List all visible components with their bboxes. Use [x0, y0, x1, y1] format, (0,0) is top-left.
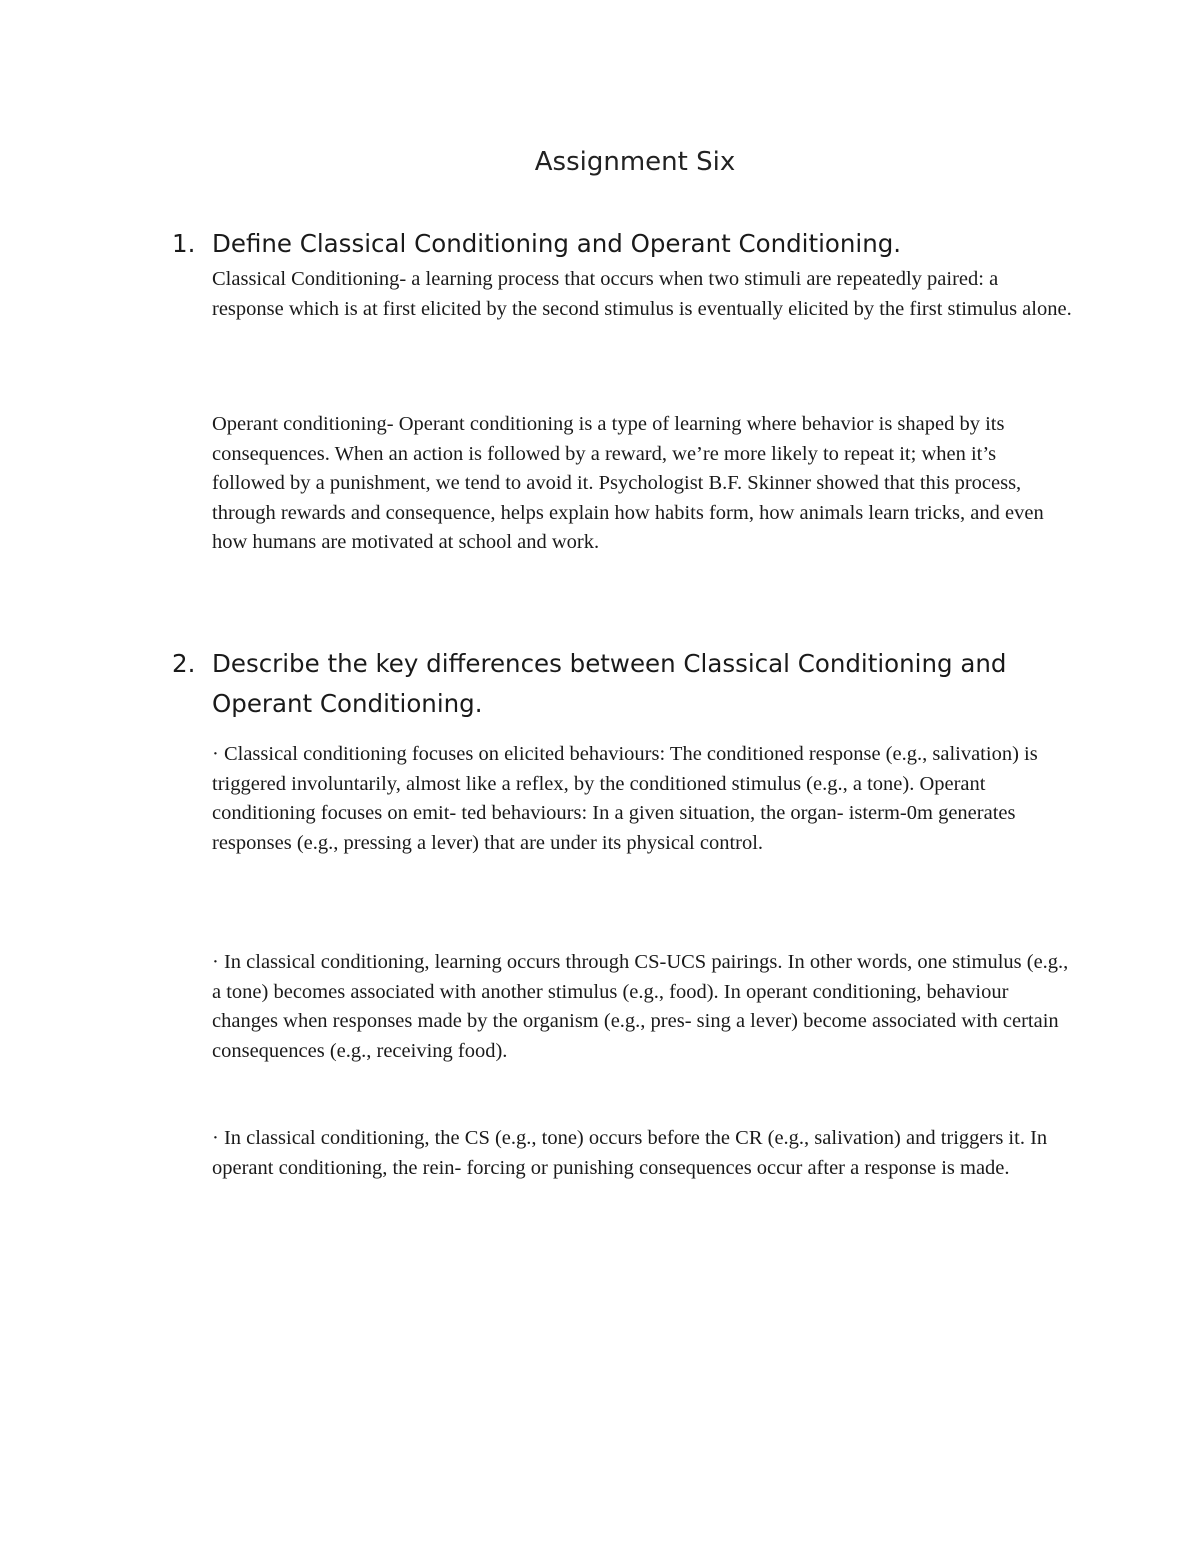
- question-1: [172, 224, 1072, 264]
- question-text: Describe the key differences between Classical Conditioning and Operant Conditioning.: [212, 649, 1007, 718]
- difference-paragraph-1: · Classical conditioning focuses on elicited behaviours: The conditioned response (e.g., salivation) is triggered involuntarily, almost like a reflex, by the conditioned stimulus (e.g., a tone). Operant conditioning focuses on emit- ted behaviours: In a given situation, the organ- isterm-0m generates responses (e.g., pressing a lever) that are under its physical control.: [212, 743, 1038, 854]
- question-2: [172, 644, 1072, 724]
- answer-paragraph-classical: Classical Conditioning- a learning process that occurs when two stimuli are repeatedly paired: a response which is at first elicited by the second stimulus is eventually elicited by the first stimulus alone.: [212, 268, 1072, 320]
- question-2-heading: [172, 644, 1072, 724]
- question-number: 2.: [172, 649, 196, 678]
- difference-paragraph-3: · In classical conditioning, the CS (e.g., tone) occurs before the CR (e.g., salivation) and triggers it. In operant conditioning, the rein- forcing or punishing consequences occur after a response is made.: [212, 1127, 1048, 1179]
- answer-paragraph-operant: Operant conditioning- Operant conditioning is a type of learning where behavior is shaped by its consequences. When an action is followed by a reward, we’re more likely to repeat it; when it’s followed by a punishment, we tend to avoid it. Psychologist B.F. Skinner showed that this process, through rewards and consequence, helps explain how habits form, how animals learn tricks, and even how humans are motivated at school and work.: [212, 413, 1044, 553]
- question-1-heading: [172, 224, 1072, 264]
- difference-paragraph-2: · In classical conditioning, learning occurs through CS-UCS pairings. In other words, one stimulus (e.g., a tone) becomes associated with another stimulus (e.g., food). In operant conditioning, behaviour changes when responses made by the organism (e.g., pres- sing a lever) become associated with certain consequences (e.g., receiving food).: [212, 951, 1069, 1062]
- question-number: 1.: [172, 229, 196, 258]
- page-title: Assignment Six: [534, 147, 736, 177]
- question-text: Define Classical Conditioning and Operant Conditioning.: [212, 229, 902, 258]
